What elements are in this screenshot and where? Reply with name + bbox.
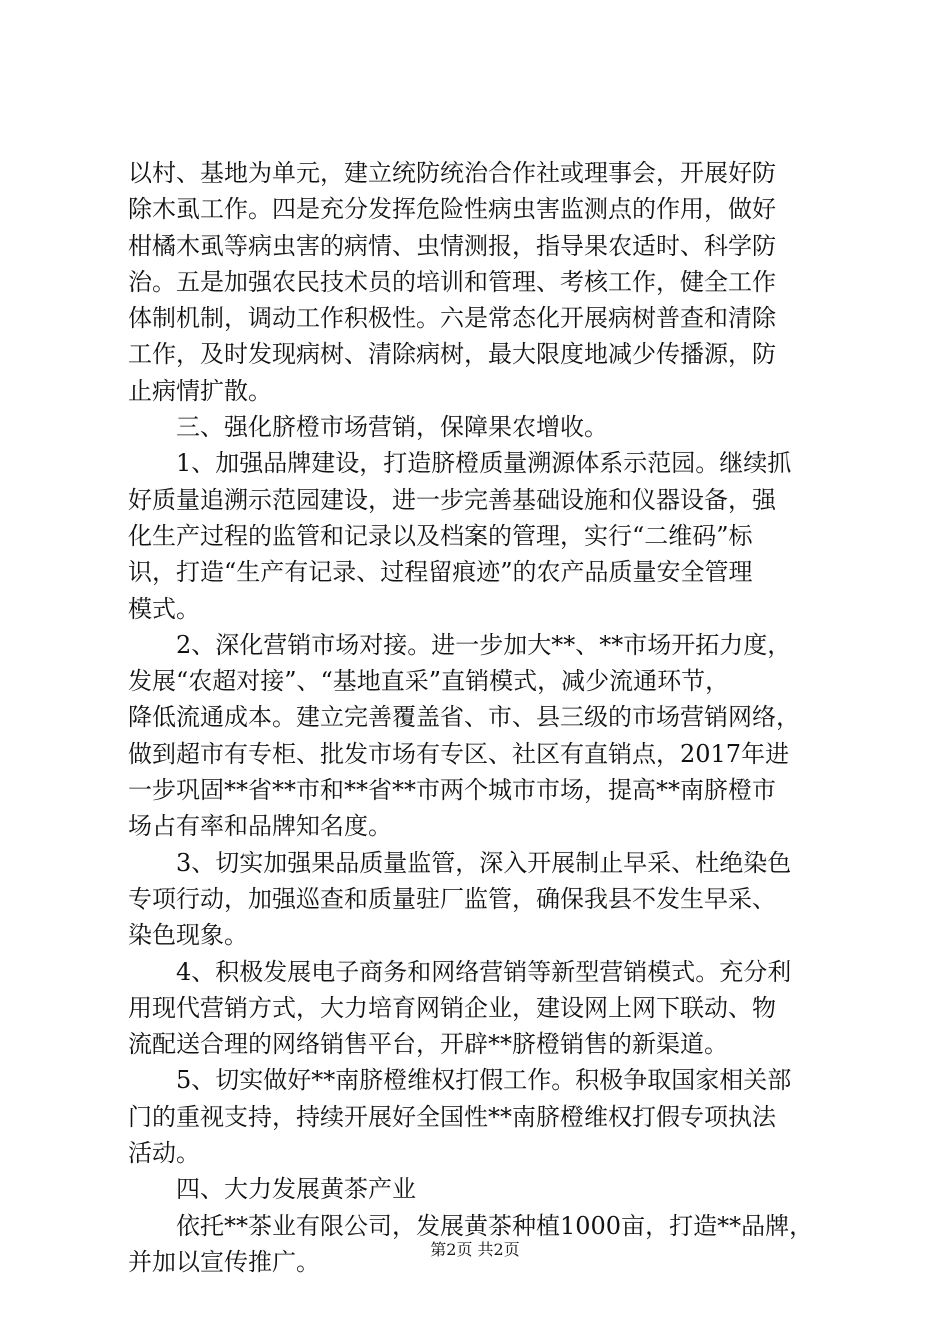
text-line: 柑橘木虱等病虫害的病情、虫情测报，指导果农适时、科学防 [128, 231, 776, 260]
text-line: 5、切实做好**南脐橙维权打假工作。积极争取国家相关部 [176, 1066, 792, 1095]
text-line: 识，打造“生产有记录、过程留痕迹”的农产品质量安全管理 [128, 558, 753, 587]
text-line: 1、加强品牌建设，打造脐橙质量溯源体系示范园。继续抓 [176, 449, 792, 478]
text-line: 降低流通成本。建立完善覆盖省、市、县三级的市场营销网络， [128, 703, 800, 732]
section-heading: 四、大力发展黄茶产业 [176, 1175, 416, 1204]
section-heading: 三、强化脐橙市场营销，保障果农增收。 [176, 413, 608, 442]
text-line: 发展“农超对接”、“基地直采”直销模式，减少流通环节， [128, 667, 730, 696]
document-body [128, 155, 818, 1280]
text-line: 化生产过程的监管和记录以及档案的管理，实行“二维码”标 [128, 521, 753, 550]
text-line: 染色现象。 [128, 921, 248, 950]
page-number: 第2页 共2页 [430, 1240, 520, 1259]
text-line: 依托**茶业有限公司，发展黄茶种植1000亩，打造**品牌， [176, 1211, 814, 1240]
text-line: 模式。 [128, 594, 200, 623]
text-line: 流配送合理的网络销售平台，开辟**脐橙销售的新渠道。 [128, 1030, 728, 1059]
text-line: 治。五是加强农民技术员的培训和管理、考核工作，健全工作 [128, 267, 776, 296]
text-line: 工作，及时发现病树、清除病树，最大限度地减少传播源，防 [128, 340, 776, 369]
text-line: 3、切实加强果品质量监管，深入开展制止早采、杜绝染色 [176, 848, 792, 877]
text-line: 止病情扩散。 [128, 376, 272, 405]
text-line: 场占有率和品牌知名度。 [128, 812, 392, 841]
text-line: 以村、基地为单元，建立统防统治合作社或理事会，开展好防 [128, 159, 776, 187]
text-line: 除木虱工作。四是充分发挥危险性病虫害监测点的作用，做好 [128, 195, 776, 224]
text-line: 体制机制，调动工作积极性。六是常态化开展病树普查和清除 [128, 304, 776, 333]
text-line: 2、深化营销市场对接。进一步加大**、**市场开拓力度， [176, 630, 792, 659]
page-footer [0, 1240, 950, 1260]
text-line: 门的重视支持，持续开展好全国性**南脐橙维权打假专项执法 [128, 1102, 776, 1131]
text-line: 专项行动，加强巡查和质量驻厂监管，确保我县不发生早采、 [128, 884, 776, 913]
text-line: 并加以宣传推广。 [128, 1247, 320, 1276]
text-line: 4、积极发展电子商务和网络营销等新型营销模式。充分利 [176, 957, 792, 986]
text-line: 一步巩固**省**市和**省**市两个城市市场，提高**南脐橙市 [128, 776, 776, 805]
text-line: 好质量追溯示范园建设，进一步完善基础设施和仪器设备，强 [128, 485, 776, 514]
text-line: 做到超市有专柜、批发市场有专区、社区有直销点，2017年进 [128, 739, 790, 768]
text-line: 活动。 [128, 1139, 200, 1168]
text-line: 用现代营销方式，大力培育网销企业，建设网上网下联动、物 [128, 993, 776, 1022]
